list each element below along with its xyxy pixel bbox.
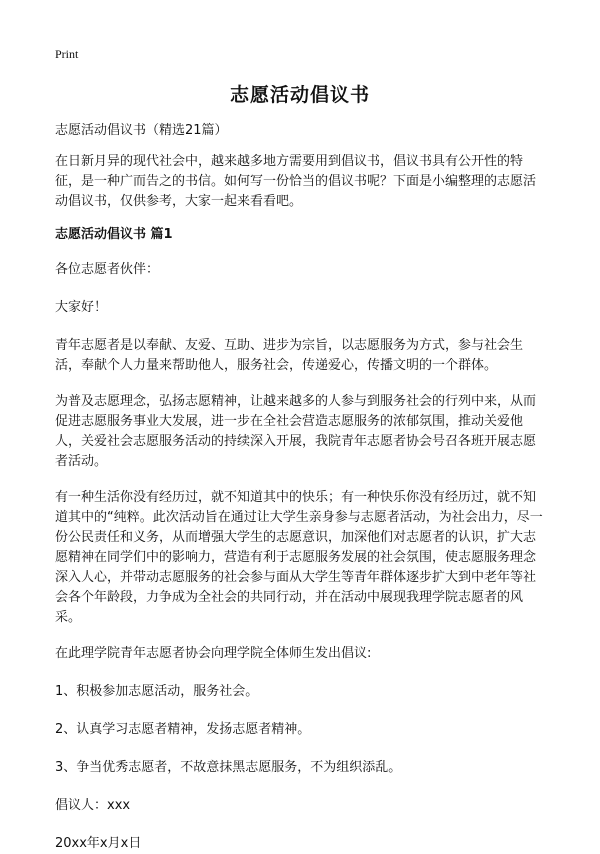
- print-link[interactable]: Print: [55, 47, 79, 61]
- list-item: 2、认真学习志愿者精神，发扬志愿者精神。: [55, 722, 311, 737]
- list-item: 1、积极参加志愿活动，服务社会。: [55, 684, 259, 699]
- intro-paragraph: 在日新月异的现代社会中，越来越多地方需要用到倡议书，倡议书具有公开性的特征，是一种广而告之的书信。如何写一份恰当的倡议书呢？下面是小编整理的志愿活动倡议书，仅供参考，大家一起来看看吧。: [55, 154, 537, 209]
- proposer-line: 倡议人：xxx: [55, 798, 131, 813]
- document-title: 志愿活动倡议书: [229, 84, 370, 106]
- list-item: 3、争当优秀志愿者，不故意抹黑志愿服务，不为组织添乱。: [55, 760, 402, 775]
- body-paragraph: 在此理学院青年志愿者协会向理学院全体师生发出倡议:: [55, 646, 372, 661]
- document-body: [55, 121, 545, 854]
- salutation: 各位志愿者伙伴：: [55, 262, 160, 277]
- subtitle: 志愿活动倡议书（精选21篇）: [55, 123, 228, 138]
- body-paragraph: 为普及志愿理念，弘扬志愿精神，让越来越多的人参与到服务社会的行列中来，从而促进志愿服务事业大发展，进一步在全社会营造志愿服务的浓郁氛围，推动关爱他人，关爱社会志愿服务活动的持续深入开展，我院青年志愿者协会号召各班开展志愿者活动。: [55, 394, 537, 469]
- body-paragraph: 青年志愿者是以奉献、友爱、互助、进步为宗旨，以志愿服务为方式，参与社会生活，奉献个人力量来帮助他人，服务社会，传递爱心，传播文明的一个群体。: [55, 338, 524, 373]
- greeting: 大家好！: [55, 300, 108, 315]
- body-paragraph: 有一种生活你没有经历过，就不知道其中的快乐；有一种快乐你没有经历过，就不知道其中的“纯粹。此次活动旨在通过让大学生亲身参与志愿者活动，为社会出力，尽一份公民责任和义务，从而增强大学生的志愿意识，加深他们对志愿者的认识，扩大志愿精神在同学们中的影响力，营造有利于志愿服务发展的社会氛围，使志愿服务理念深入人心，并带动志愿服务的社会参与面从大学生等青年群体逐步扩大到中老年等社会各个年龄段，力争成为全社会的共同行动，并在活动中展现我理学院志愿者的风采。: [55, 490, 543, 625]
- section-heading: 志愿活动倡议书 篇1: [55, 227, 173, 242]
- date-line: 20xx年x月x日: [55, 836, 142, 851]
